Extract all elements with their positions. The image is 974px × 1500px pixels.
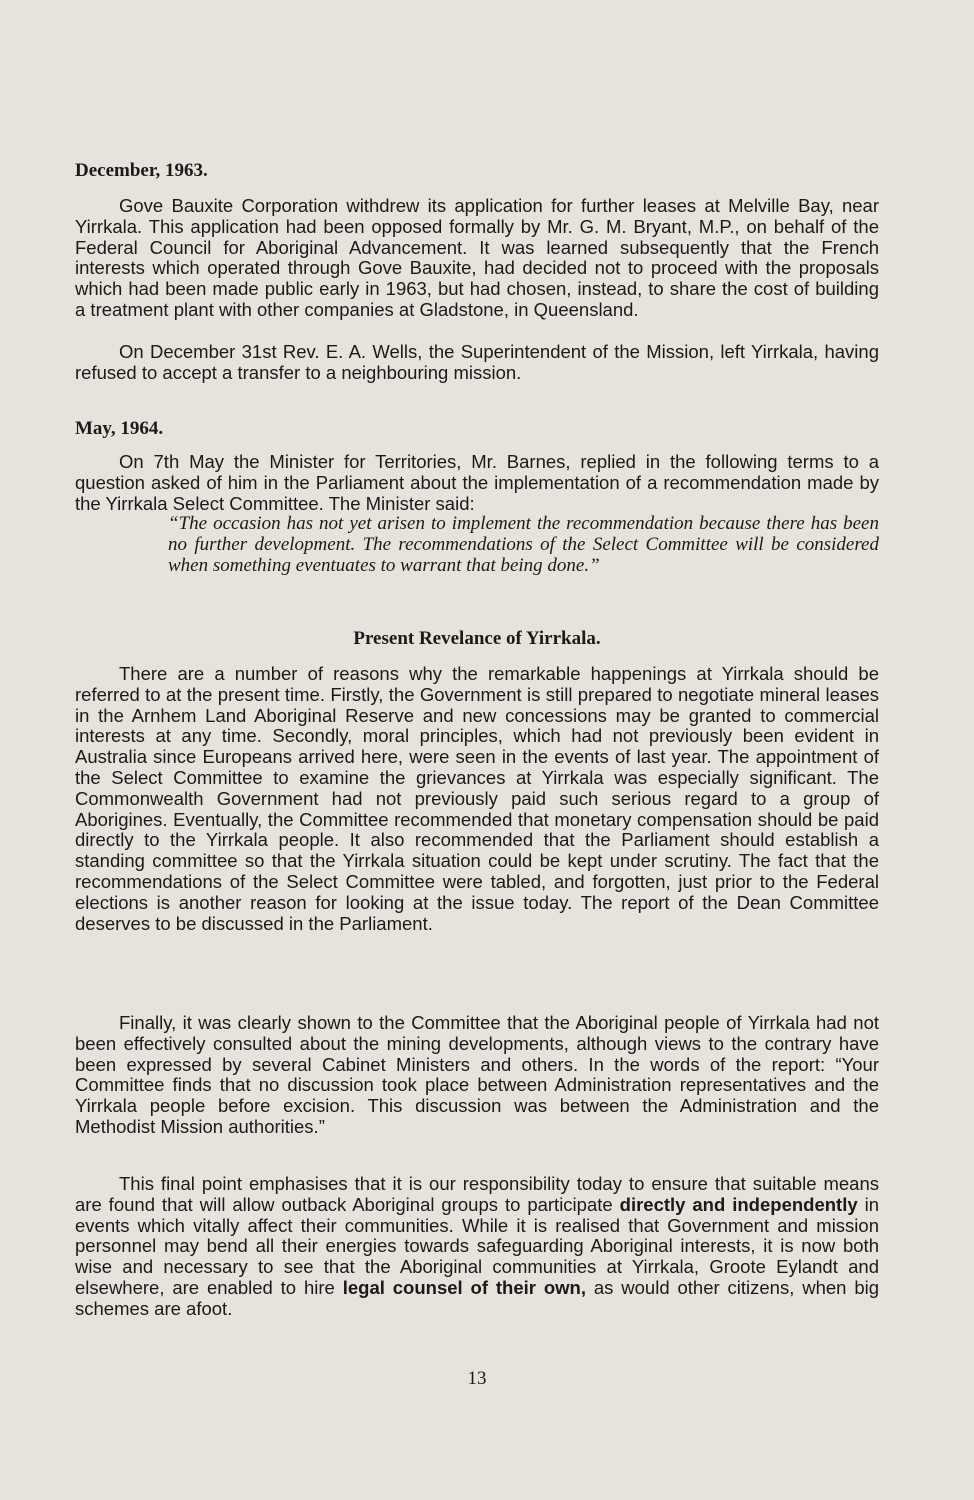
paragraph-consultation: Finally, it was clearly shown to the Committee that the Aboriginal people of Yirrkala had not been effectively consulted about the mining developments, although views to the contrary have been expressed by several Cabinet Ministers and others. In the words of the report: “Your Committee finds that no discussion took place between Administration representatives and the Yirrkala people before excision. This discussion was between the Administration and the Methodist Mission authorities.”: [75, 1012, 879, 1137]
emphasis-directly-independently: directly and independently: [619, 1193, 858, 1215]
paragraph-wells-departure: On December 31st Rev. E. A. Wells, the Superintendent of the Mission, left Yirrkala, having refused to accept a transfer to a neighbouring mission.: [75, 341, 879, 383]
heading-may-1964: May, 1964.: [75, 418, 164, 439]
paragraph-final-point: [75, 1174, 879, 1320]
quote-minister: “The occasion has not yet arisen to implement the recommendation because there has been no further development. The recommendations of the Select Committee will be considered when something eventuates to warrant that being done.”: [168, 513, 879, 577]
paragraph-gove-bauxite: Gove Bauxite Corporation withdrew its application for further leases at Melville Bay, near Yirrkala. This application had been opposed formally by Mr. G. M. Bryant, M.P., on behalf of the Federal Council for Aboriginal Advancement. It was learned subsequently that the French interests which operated through Gove Bauxite, had decided not to proceed with the proposals which had been made public early in 1963, but had chosen, instead, to share the cost of building a treatment plant with other companies at Gladstone, in Queensland.: [75, 195, 879, 320]
paragraph-minister-reply: On 7th May the Minister for Territories, Mr. Barnes, replied in the following terms to a question asked of him in the Parliament about the implementation of a recommendation made by the Yirrkala Select Committee. The Minister said:: [75, 451, 879, 514]
emphasis-legal-counsel: legal counsel of their own,: [342, 1276, 586, 1298]
heading-present-relevance: Present Revelance of Yirrkala.: [353, 628, 601, 649]
final-point-text-2: in events which vitally affect their communities. While it is realised that Government and mission personnel may bend all their energies towards safeguarding Aboriginal interests, it is now both wise and necessary to see that the Aboriginal communities at Yirrkala, Groote Eylandt and elsewhere, are enabled to hire: [75, 1193, 879, 1298]
paragraph-reasons: There are a number of reasons why the remarkable happenings at Yirrkala should be referred to at the present time. Firstly, the Government is still prepared to negotiate mineral leases in the Arnhem Land Aboriginal Reserve and new concessions may be granted to commercial interests at any time. Secondly, moral principles, which had not previously been evident in Australia since Europeans arrived here, were seen in the events of last year. The appointment of the Select Committee to examine the grievances at Yirrkala was especially significant. The Commonwealth Government had not previously paid such serious regard to a group of Aborigines. Eventually, the Committee recommended that monetary compensation should be paid directly to the Yirrkala people. It also recommended that the Parliament should establish a standing committee so that the Yirrkala situation could be kept under scrutiny. The fact that the recommendations of the Select Committee were tabled, and forgotten, just prior to the Federal elections is another reason for looking at the issue today. The report of the Dean Committee deserves to be discussed in the Parliament.: [75, 663, 879, 934]
page-number: 13: [467, 1368, 487, 1389]
heading-december-1963: December, 1963.: [75, 160, 208, 181]
final-point-text-1: This final point emphasises that it is our responsibility today to ensure that suitable means are found that will allow outback Aboriginal groups to participate: [75, 1173, 879, 1215]
final-point-text-3: as would other citizens, when big schemes are afoot.: [75, 1276, 880, 1319]
